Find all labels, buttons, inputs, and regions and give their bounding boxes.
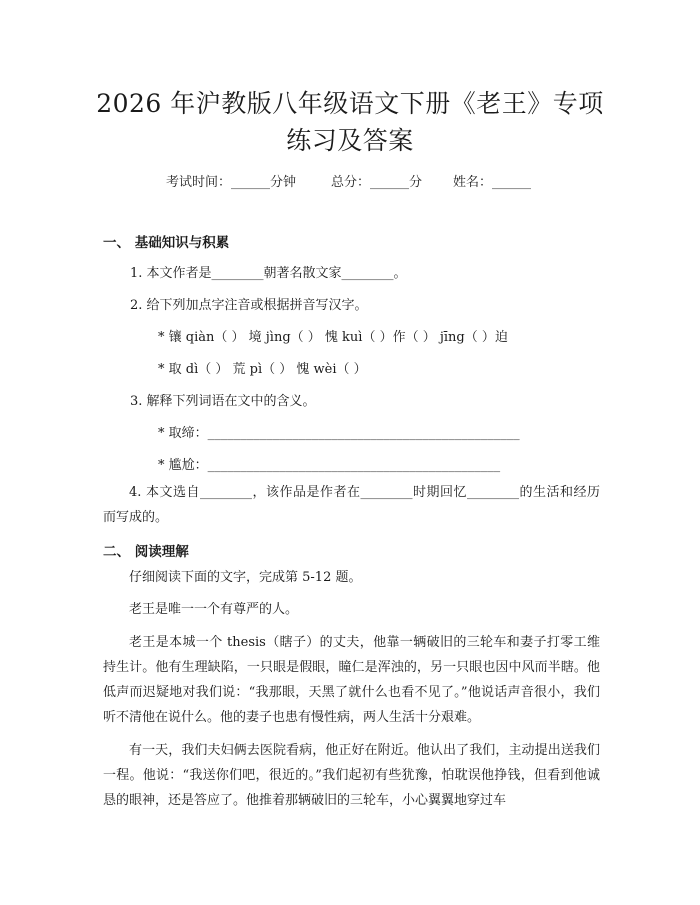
exam-time-field: 考试时间：______分钟 <box>166 175 297 190</box>
passage-paragraph-1: 老王是唯一一个有尊严的人。 <box>129 602 299 617</box>
question-4: 4. 本文选自________，该作品是作者在________时期回忆________的生活和经历而写成的。 <box>103 485 600 525</box>
total-score-field: 总分：______分 <box>331 175 423 190</box>
question-1: 1. 本文作者是________朝著名散文家________。 <box>130 266 407 281</box>
question-3-item-2: * 尴尬：_____________________________________________ <box>158 458 501 473</box>
passage-paragraph-3: 有一天，我们夫妇俩去医院看病，他正好在附近。他认出了我们，主动提出送我们一程。他说：“我送你们吧，很近的。”我们起初有些犹豫，怕耽误他挣钱，但看到他诚恳的眼神，还是答应了。他推着那辆破旧的三轮车，小心翼翼地穿过车 <box>103 743 600 808</box>
student-name-field: 姓名：______ <box>453 175 532 190</box>
question-2-item-1: * 镶 qiàn（ ） 境 jìng（ ） 愧 kuì（ ）作（ ） jīng（ ）迫 <box>158 330 508 345</box>
question-2: 2. 给下列加点字注音或根据拼音写汉字。 <box>130 298 368 313</box>
reading-instructions: 仔细阅读下面的文字，完成第 5-12 题。 <box>129 570 362 585</box>
question-3: 3. 解释下列词语在文中的含义。 <box>130 394 316 409</box>
question-3-item-1: * 取缔：________________________________________________ <box>158 426 520 441</box>
section-heading-basics: 一、 基础知识与积累 <box>103 235 230 251</box>
document-title-line1: 2026 年沪教版八年级语文下册《老王》专项 <box>96 89 604 118</box>
document-title-line2: 练习及答案 <box>286 126 414 155</box>
question-2-item-2: * 取 dì（ ） 荒 pì（ ） 愧 wèi（ ） <box>158 362 367 377</box>
section-heading-reading: 二、 阅读理解 <box>103 544 189 560</box>
passage-paragraph-2: 老王是本城一个 thesis（瞎子）的丈夫，他靠一辆破旧的三轮车和妻子打零工维持生计。他有生理缺陷，一只眼是假眼，瞳仁是浑浊的，另一只眼也因中风而半瞎。他低声而迟疑地对我们说：“我那眼，天黑了就什么也看不见了。”他说话声音很小，我们听不清他在说什么。他的妻子也患有慢性病，两人生活十分艰难。 <box>103 635 600 725</box>
